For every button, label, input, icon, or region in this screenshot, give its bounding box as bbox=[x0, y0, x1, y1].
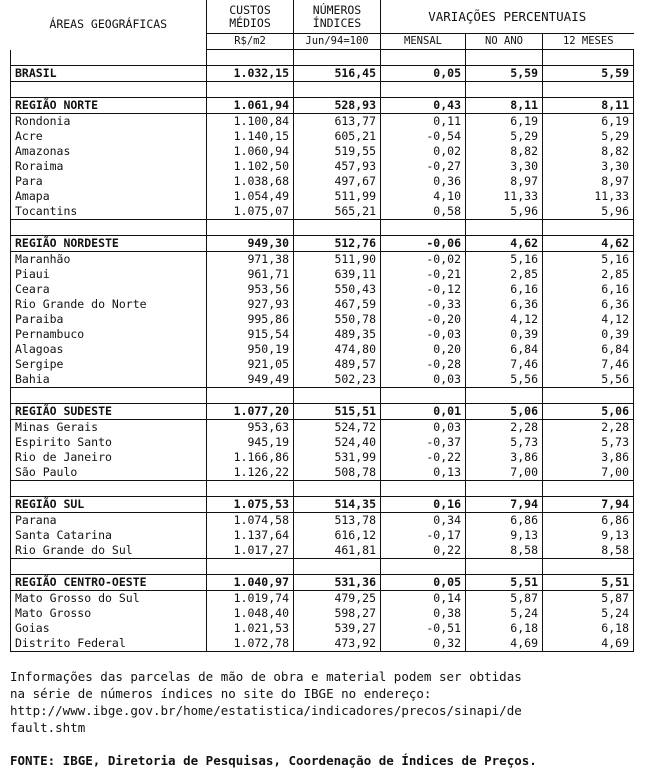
area-name-cell: Distrito Federal bbox=[11, 636, 207, 652]
value-cell: 7,94 bbox=[543, 497, 634, 513]
value-cell: -0,21 bbox=[381, 267, 466, 282]
state-row bbox=[11, 342, 634, 357]
area-name-cell: Maranhão bbox=[11, 252, 207, 268]
value-cell: 5,59 bbox=[543, 66, 634, 82]
source-line: FONTE: IBGE, Diretoria de Pesquisas, Coordenação de Índices de Preços. bbox=[10, 753, 537, 768]
area-name-cell: Santa Catarina bbox=[11, 528, 207, 543]
value-cell: 6,84 bbox=[543, 342, 634, 357]
value-cell: 1.061,94 bbox=[207, 98, 294, 114]
value-cell: 5,96 bbox=[466, 204, 543, 220]
value-cell: 5,51 bbox=[543, 575, 634, 591]
value-cell: 524,72 bbox=[294, 420, 381, 436]
value-cell: 953,63 bbox=[207, 420, 294, 436]
value-cell: 5,16 bbox=[466, 252, 543, 268]
state-row bbox=[11, 327, 634, 342]
value-cell: -0,33 bbox=[381, 297, 466, 312]
value-cell: 6,18 bbox=[543, 621, 634, 636]
area-name-cell: Piaui bbox=[11, 267, 207, 282]
area-name-cell: Paraiba bbox=[11, 312, 207, 327]
value-cell: 0,22 bbox=[381, 543, 466, 559]
custos-header-line1: CUSTOS bbox=[229, 2, 271, 17]
value-cell: 0,32 bbox=[381, 636, 466, 652]
value-cell: -0,06 bbox=[381, 236, 466, 252]
value-cell: 539,27 bbox=[294, 621, 381, 636]
value-cell: 949,49 bbox=[207, 372, 294, 388]
value-cell: 5,59 bbox=[466, 66, 543, 82]
table-body bbox=[11, 50, 634, 652]
state-row bbox=[11, 513, 634, 529]
value-cell: 524,40 bbox=[294, 435, 381, 450]
state-row bbox=[11, 465, 634, 481]
state-row bbox=[11, 591, 634, 607]
state-row bbox=[11, 606, 634, 621]
value-cell: -0,17 bbox=[381, 528, 466, 543]
area-name-cell: Bahia bbox=[11, 372, 207, 388]
value-cell: 8,82 bbox=[543, 144, 634, 159]
value-cell: 550,43 bbox=[294, 282, 381, 297]
value-cell: 512,76 bbox=[294, 236, 381, 252]
group-spacer bbox=[11, 388, 634, 404]
value-cell: 5,73 bbox=[466, 435, 543, 450]
state-row bbox=[11, 114, 634, 130]
state-row bbox=[11, 252, 634, 268]
value-cell: 4,12 bbox=[466, 312, 543, 327]
area-name-cell: Acre bbox=[11, 129, 207, 144]
state-row bbox=[11, 144, 634, 159]
value-cell: -0,03 bbox=[381, 327, 466, 342]
value-cell: 5,56 bbox=[466, 372, 543, 388]
mensal-subheader: MENSAL bbox=[381, 34, 466, 50]
state-row bbox=[11, 357, 634, 372]
value-cell: 4,62 bbox=[543, 236, 634, 252]
value-cell: 8,11 bbox=[543, 98, 634, 114]
value-cell: 0,20 bbox=[381, 342, 466, 357]
area-name-cell: Pernambuco bbox=[11, 327, 207, 342]
area-name-cell: Ceara bbox=[11, 282, 207, 297]
value-cell: 502,23 bbox=[294, 372, 381, 388]
value-cell: 0,02 bbox=[381, 144, 466, 159]
value-cell: 971,38 bbox=[207, 252, 294, 268]
area-name-cell: São Paulo bbox=[11, 465, 207, 481]
state-row bbox=[11, 528, 634, 543]
value-cell: 8,11 bbox=[466, 98, 543, 114]
value-cell: 605,21 bbox=[294, 129, 381, 144]
value-cell: 927,93 bbox=[207, 297, 294, 312]
cost-index-table bbox=[10, 0, 634, 652]
area-name-cell: Mato Grosso bbox=[11, 606, 207, 621]
value-cell: 479,25 bbox=[294, 591, 381, 607]
value-cell: 528,93 bbox=[294, 98, 381, 114]
area-name-cell: Rio de Janeiro bbox=[11, 450, 207, 465]
custos-header-line2: MÉDIOS bbox=[229, 15, 271, 30]
value-cell: 1.038,68 bbox=[207, 174, 294, 189]
value-cell: 565,21 bbox=[294, 204, 381, 220]
note-text: Informações das parcelas de mão de obra e material podem ser obtidas na série de números índices no site do IBGE no endereço: http://www.ibge.gov.br/home/estatistica/indicadores/precos/sinapi/de fault.shtm bbox=[10, 669, 522, 735]
area-name-cell: Goias bbox=[11, 621, 207, 636]
area-name-cell: Rio Grande do Sul bbox=[11, 543, 207, 559]
area-name-cell: Mato Grosso do Sul bbox=[11, 591, 207, 607]
value-cell: 0,11 bbox=[381, 114, 466, 130]
value-cell: 515,51 bbox=[294, 404, 381, 420]
value-cell: 0,05 bbox=[381, 575, 466, 591]
region-row bbox=[11, 236, 634, 252]
state-row bbox=[11, 312, 634, 327]
area-name-cell: Amapa bbox=[11, 189, 207, 204]
value-cell: 5,16 bbox=[543, 252, 634, 268]
value-cell: 6,86 bbox=[543, 513, 634, 529]
variacoes-header: VARIAÇÕES PERCENTUAIS bbox=[381, 0, 634, 34]
value-cell: 1.054,49 bbox=[207, 189, 294, 204]
value-cell: 461,81 bbox=[294, 543, 381, 559]
value-cell: 9,13 bbox=[543, 528, 634, 543]
value-cell: 6,16 bbox=[466, 282, 543, 297]
value-cell: 616,12 bbox=[294, 528, 381, 543]
value-cell: 5,51 bbox=[466, 575, 543, 591]
state-row bbox=[11, 543, 634, 559]
value-cell: 3,86 bbox=[466, 450, 543, 465]
value-cell: 4,69 bbox=[466, 636, 543, 652]
header-row bbox=[11, 0, 634, 34]
value-cell: 1.017,27 bbox=[207, 543, 294, 559]
value-cell: 6,84 bbox=[466, 342, 543, 357]
value-cell: 8,97 bbox=[466, 174, 543, 189]
indices-header bbox=[294, 0, 381, 34]
value-cell: 5,96 bbox=[543, 204, 634, 220]
value-cell: 508,78 bbox=[294, 465, 381, 481]
value-cell: 6,19 bbox=[543, 114, 634, 130]
indices-header-line2: ÍNDICES bbox=[312, 15, 362, 30]
value-cell: 6,36 bbox=[543, 297, 634, 312]
state-row bbox=[11, 297, 634, 312]
value-cell: 5,06 bbox=[466, 404, 543, 420]
value-cell: 8,58 bbox=[466, 543, 543, 559]
state-row bbox=[11, 174, 634, 189]
state-row bbox=[11, 159, 634, 174]
value-cell: 0,14 bbox=[381, 591, 466, 607]
area-name-cell: REGIÃO NORDESTE bbox=[11, 236, 207, 252]
value-cell: 0,03 bbox=[381, 372, 466, 388]
value-cell: 3,86 bbox=[543, 450, 634, 465]
value-cell: 0,16 bbox=[381, 497, 466, 513]
ano-subheader: NO ANO bbox=[466, 34, 543, 50]
value-cell: 511,90 bbox=[294, 252, 381, 268]
value-cell: 6,86 bbox=[466, 513, 543, 529]
value-cell: 1.074,58 bbox=[207, 513, 294, 529]
area-name-cell: REGIÃO SUL bbox=[11, 497, 207, 513]
value-cell: 531,36 bbox=[294, 575, 381, 591]
value-cell: 3,30 bbox=[466, 159, 543, 174]
indices-header-line1: NÚMEROS bbox=[312, 2, 362, 17]
value-cell: 7,46 bbox=[466, 357, 543, 372]
value-cell: 457,93 bbox=[294, 159, 381, 174]
area-name-cell: Alagoas bbox=[11, 342, 207, 357]
value-cell: 1.166,86 bbox=[207, 450, 294, 465]
area-name-cell: Roraima bbox=[11, 159, 207, 174]
value-cell: 3,30 bbox=[543, 159, 634, 174]
value-cell: 7,46 bbox=[543, 357, 634, 372]
state-row bbox=[11, 621, 634, 636]
value-cell: 5,73 bbox=[543, 435, 634, 450]
group-spacer bbox=[11, 82, 634, 98]
value-cell: 0,43 bbox=[381, 98, 466, 114]
region-row bbox=[11, 575, 634, 591]
custos-header bbox=[207, 0, 294, 34]
value-cell: 4,12 bbox=[543, 312, 634, 327]
value-cell: 514,35 bbox=[294, 497, 381, 513]
value-cell: 0,36 bbox=[381, 174, 466, 189]
value-cell: 4,69 bbox=[543, 636, 634, 652]
value-cell: 474,80 bbox=[294, 342, 381, 357]
area-name-cell: Sergipe bbox=[11, 357, 207, 372]
value-cell: 513,78 bbox=[294, 513, 381, 529]
value-cell: 1.060,94 bbox=[207, 144, 294, 159]
value-cell: 2,85 bbox=[543, 267, 634, 282]
value-cell: 5,29 bbox=[543, 129, 634, 144]
value-cell: 11,33 bbox=[466, 189, 543, 204]
value-cell: 0,03 bbox=[381, 420, 466, 436]
value-cell: 6,18 bbox=[466, 621, 543, 636]
value-cell: 2,28 bbox=[466, 420, 543, 436]
value-cell: 489,57 bbox=[294, 357, 381, 372]
state-row bbox=[11, 372, 634, 388]
value-cell: 7,00 bbox=[543, 465, 634, 481]
area-name-cell: Para bbox=[11, 174, 207, 189]
state-row bbox=[11, 636, 634, 652]
region-row bbox=[11, 497, 634, 513]
value-cell: 6,16 bbox=[543, 282, 634, 297]
value-cell: 1.100,84 bbox=[207, 114, 294, 130]
area-name-cell: REGIÃO SUDESTE bbox=[11, 404, 207, 420]
sinapi-table-sheet bbox=[10, 0, 633, 652]
value-cell: 516,45 bbox=[294, 66, 381, 82]
value-cell: 7,00 bbox=[466, 465, 543, 481]
value-cell: 1.075,53 bbox=[207, 497, 294, 513]
value-cell: 11,33 bbox=[543, 189, 634, 204]
group-spacer bbox=[11, 559, 634, 575]
value-cell: 5,87 bbox=[543, 591, 634, 607]
value-cell: 4,62 bbox=[466, 236, 543, 252]
value-cell: -0,12 bbox=[381, 282, 466, 297]
value-cell: 5,29 bbox=[466, 129, 543, 144]
value-cell: 0,38 bbox=[381, 606, 466, 621]
value-cell: 8,97 bbox=[543, 174, 634, 189]
value-cell: 6,19 bbox=[466, 114, 543, 130]
value-cell: -0,37 bbox=[381, 435, 466, 450]
value-cell: 1.102,50 bbox=[207, 159, 294, 174]
area-header: ÁREAS GEOGRÁFICAS bbox=[11, 0, 207, 50]
region-row bbox=[11, 66, 634, 82]
area-name-cell: Parana bbox=[11, 513, 207, 529]
value-cell: 0,34 bbox=[381, 513, 466, 529]
value-cell: 915,54 bbox=[207, 327, 294, 342]
value-cell: 4,10 bbox=[381, 189, 466, 204]
value-cell: 6,36 bbox=[466, 297, 543, 312]
value-cell: 519,55 bbox=[294, 144, 381, 159]
value-cell: 949,30 bbox=[207, 236, 294, 252]
value-cell: 473,92 bbox=[294, 636, 381, 652]
value-cell: 950,19 bbox=[207, 342, 294, 357]
value-cell: 1.137,64 bbox=[207, 528, 294, 543]
value-cell: -0,20 bbox=[381, 312, 466, 327]
indices-base: Jun/94=100 bbox=[294, 34, 381, 50]
value-cell: -0,54 bbox=[381, 129, 466, 144]
value-cell: 1.072,78 bbox=[207, 636, 294, 652]
value-cell: 1.040,97 bbox=[207, 575, 294, 591]
value-cell: 5,24 bbox=[466, 606, 543, 621]
value-cell: 953,56 bbox=[207, 282, 294, 297]
value-cell: 497,67 bbox=[294, 174, 381, 189]
value-cell: 1.077,20 bbox=[207, 404, 294, 420]
value-cell: 1.032,15 bbox=[207, 66, 294, 82]
value-cell: 489,35 bbox=[294, 327, 381, 342]
state-row bbox=[11, 435, 634, 450]
state-row bbox=[11, 420, 634, 436]
value-cell: 598,27 bbox=[294, 606, 381, 621]
area-name-cell: BRASIL bbox=[11, 66, 207, 82]
value-cell: 7,94 bbox=[466, 497, 543, 513]
value-cell: 0,13 bbox=[381, 465, 466, 481]
state-row bbox=[11, 282, 634, 297]
state-row bbox=[11, 129, 634, 144]
twelve-months-subheader: 12 MESES bbox=[543, 34, 634, 50]
group-spacer bbox=[11, 50, 634, 66]
value-cell: 945,19 bbox=[207, 435, 294, 450]
value-cell: -0,22 bbox=[381, 450, 466, 465]
value-cell: 0,58 bbox=[381, 204, 466, 220]
value-cell: 8,58 bbox=[543, 543, 634, 559]
value-cell: -0,28 bbox=[381, 357, 466, 372]
group-spacer bbox=[11, 481, 634, 497]
area-name-cell: Rio Grande do Norte bbox=[11, 297, 207, 312]
group-spacer bbox=[11, 220, 634, 236]
value-cell: 1.048,40 bbox=[207, 606, 294, 621]
value-cell: 5,56 bbox=[543, 372, 634, 388]
region-row bbox=[11, 98, 634, 114]
value-cell: -0,02 bbox=[381, 252, 466, 268]
area-name-cell: REGIÃO NORTE bbox=[11, 98, 207, 114]
state-row bbox=[11, 267, 634, 282]
value-cell: 5,24 bbox=[543, 606, 634, 621]
value-cell: 1.021,53 bbox=[207, 621, 294, 636]
value-cell: 2,28 bbox=[543, 420, 634, 436]
value-cell: 0,05 bbox=[381, 66, 466, 82]
value-cell: 961,71 bbox=[207, 267, 294, 282]
value-cell: 5,06 bbox=[543, 404, 634, 420]
state-row bbox=[11, 189, 634, 204]
value-cell: 8,82 bbox=[466, 144, 543, 159]
area-name-cell: REGIÃO CENTRO-OESTE bbox=[11, 575, 207, 591]
value-cell: 921,05 bbox=[207, 357, 294, 372]
area-name-cell: Minas Gerais bbox=[11, 420, 207, 436]
value-cell: 1.126,22 bbox=[207, 465, 294, 481]
value-cell: -0,27 bbox=[381, 159, 466, 174]
value-cell: 639,11 bbox=[294, 267, 381, 282]
value-cell: 0,39 bbox=[543, 327, 634, 342]
area-name-cell: Rondonia bbox=[11, 114, 207, 130]
value-cell: 1.140,15 bbox=[207, 129, 294, 144]
region-row bbox=[11, 404, 634, 420]
value-cell: 531,99 bbox=[294, 450, 381, 465]
value-cell: 613,77 bbox=[294, 114, 381, 130]
value-cell: 1.019,74 bbox=[207, 591, 294, 607]
state-row bbox=[11, 450, 634, 465]
state-row bbox=[11, 204, 634, 220]
area-name-cell: Amazonas bbox=[11, 144, 207, 159]
value-cell: 2,85 bbox=[466, 267, 543, 282]
value-cell: 511,99 bbox=[294, 189, 381, 204]
area-name-cell: Tocantins bbox=[11, 204, 207, 220]
value-cell: 0,01 bbox=[381, 404, 466, 420]
value-cell: 1.075,07 bbox=[207, 204, 294, 220]
area-name-cell: Espirito Santo bbox=[11, 435, 207, 450]
value-cell: 5,87 bbox=[466, 591, 543, 607]
value-cell: 467,59 bbox=[294, 297, 381, 312]
value-cell: 550,78 bbox=[294, 312, 381, 327]
value-cell: 9,13 bbox=[466, 528, 543, 543]
value-cell: 995,86 bbox=[207, 312, 294, 327]
value-cell: 0,39 bbox=[466, 327, 543, 342]
value-cell: -0,51 bbox=[381, 621, 466, 636]
custos-unit: R$/m2 bbox=[207, 34, 294, 50]
